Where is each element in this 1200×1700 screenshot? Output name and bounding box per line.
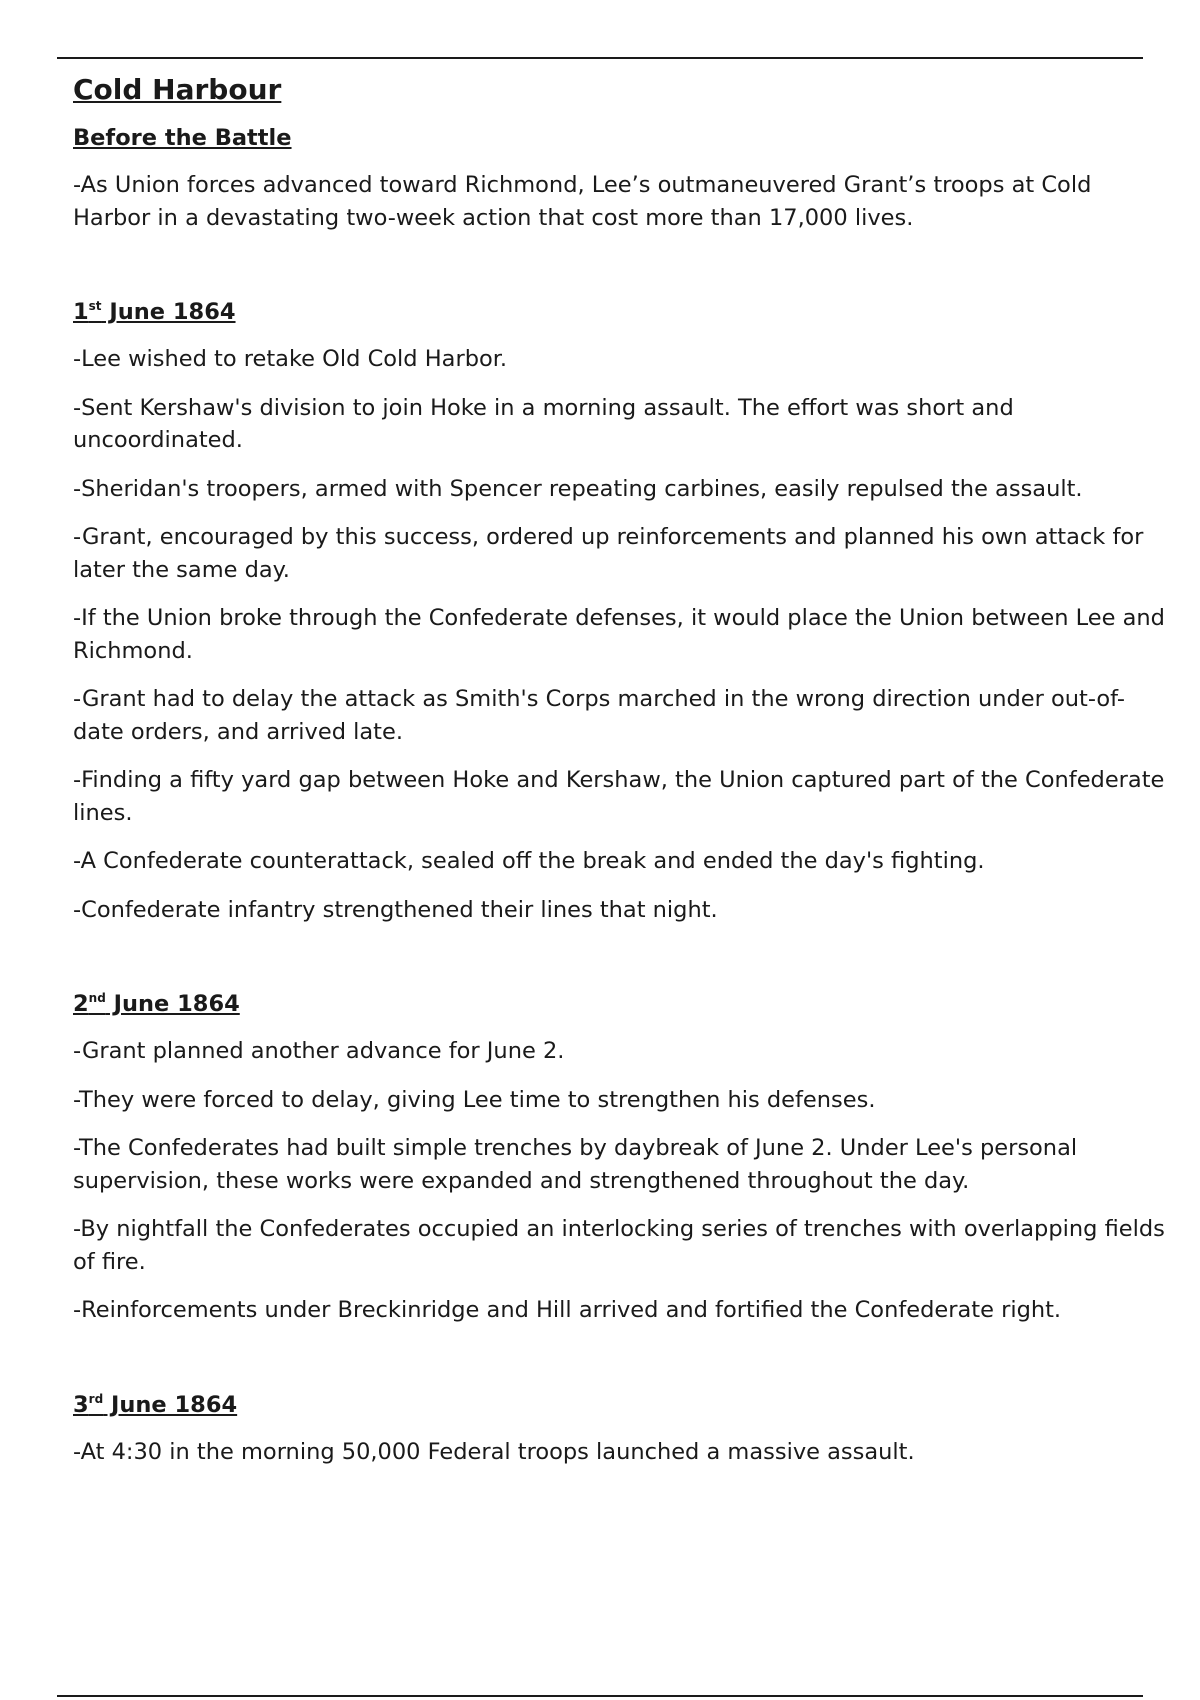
section-heading <box>73 296 1168 328</box>
paragraph: -Grant had to delay the attack as Smith's Corps marched in the wrong direction under out-of-date orders, and arrived late. <box>73 686 1125 745</box>
paragraph: -Reinforcements under Breckinridge and Hill arrived and fortified the Confederate right. <box>73 1297 1062 1323</box>
paragraph: -A Confederate counterattack, sealed off the break and ended the day's fighting. <box>73 848 985 874</box>
section-before-the-battle <box>73 122 1168 234</box>
heading-month-year: June 1864 <box>101 299 236 325</box>
heading-ordinal-suffix: nd <box>88 991 106 1005</box>
paragraph: -Sent Kershaw's division to join Hoke in a morning assault. The effort was short and uncoordinated. <box>73 394 1021 453</box>
section-heading <box>73 988 1168 1020</box>
paragraph: -As Union forces advanced toward Richmond, Lee’s outmaneuvered Grant’s troops at Cold Harbor in a devastating two-week action that cost more than 17,000 lives. <box>73 172 1099 231</box>
heading-month-year: June 1864 <box>105 991 240 1017</box>
paragraph: -The Confederates had built simple trenches by daybreak of June 2. Under Lee's personal supervision, these works were expanded and strengthened throughout the day. <box>73 1135 1085 1194</box>
heading-day-number: 2 <box>73 991 89 1017</box>
heading-ordinal-suffix: rd <box>88 1391 104 1406</box>
section-heading <box>73 122 1168 154</box>
paragraph: -Lee wished to retake Old Cold Harbor. <box>73 346 508 372</box>
top-rule <box>57 57 1143 59</box>
section-3rd-june-1864 <box>73 1389 1168 1469</box>
section-1st-june-1864 <box>73 296 1173 926</box>
heading-day-number: 1 <box>73 299 89 325</box>
heading-ordinal-suffix: st <box>88 299 102 313</box>
section-heading <box>73 1389 1168 1421</box>
paragraph: -If the Union broke through the Confederate defenses, it would place the Union between Lee and Richmond. <box>73 605 1173 664</box>
heading-month-year: June 1864 <box>103 1391 238 1418</box>
paragraph: -Finding a fifty yard gap between Hoke and Kershaw, the Union captured part of the Confederate lines. <box>73 767 1172 826</box>
section-2nd-june-1864 <box>73 988 1172 1327</box>
heading-text: Before the Battle <box>73 125 292 151</box>
paragraph: -Sheridan's troopers, armed with Spencer repeating carbines, easily repulsed the assault. <box>73 475 1083 502</box>
document-title: Cold Harbour <box>73 73 282 106</box>
paragraph: -They were forced to delay, giving Lee time to strengthen his defenses. <box>73 1086 876 1113</box>
document-body <box>73 70 1173 1468</box>
bottom-rule <box>57 1695 1143 1697</box>
paragraph: -Confederate infantry strengthened their lines that night. <box>73 896 718 923</box>
paragraph: -By nightfall the Confederates occupied an interlocking series of trenches with overlapping fields of fire. <box>73 1216 1172 1275</box>
paragraph: -Grant, encouraged by this success, ordered up reinforcements and planned his own attack for later the same day. <box>73 524 1151 583</box>
paragraph: -At 4:30 in the morning 50,000 Federal troops launched a massive assault. <box>73 1438 915 1465</box>
paragraph: -Grant planned another advance for June 2. <box>73 1038 565 1064</box>
heading-day-number: 3 <box>73 1391 89 1418</box>
